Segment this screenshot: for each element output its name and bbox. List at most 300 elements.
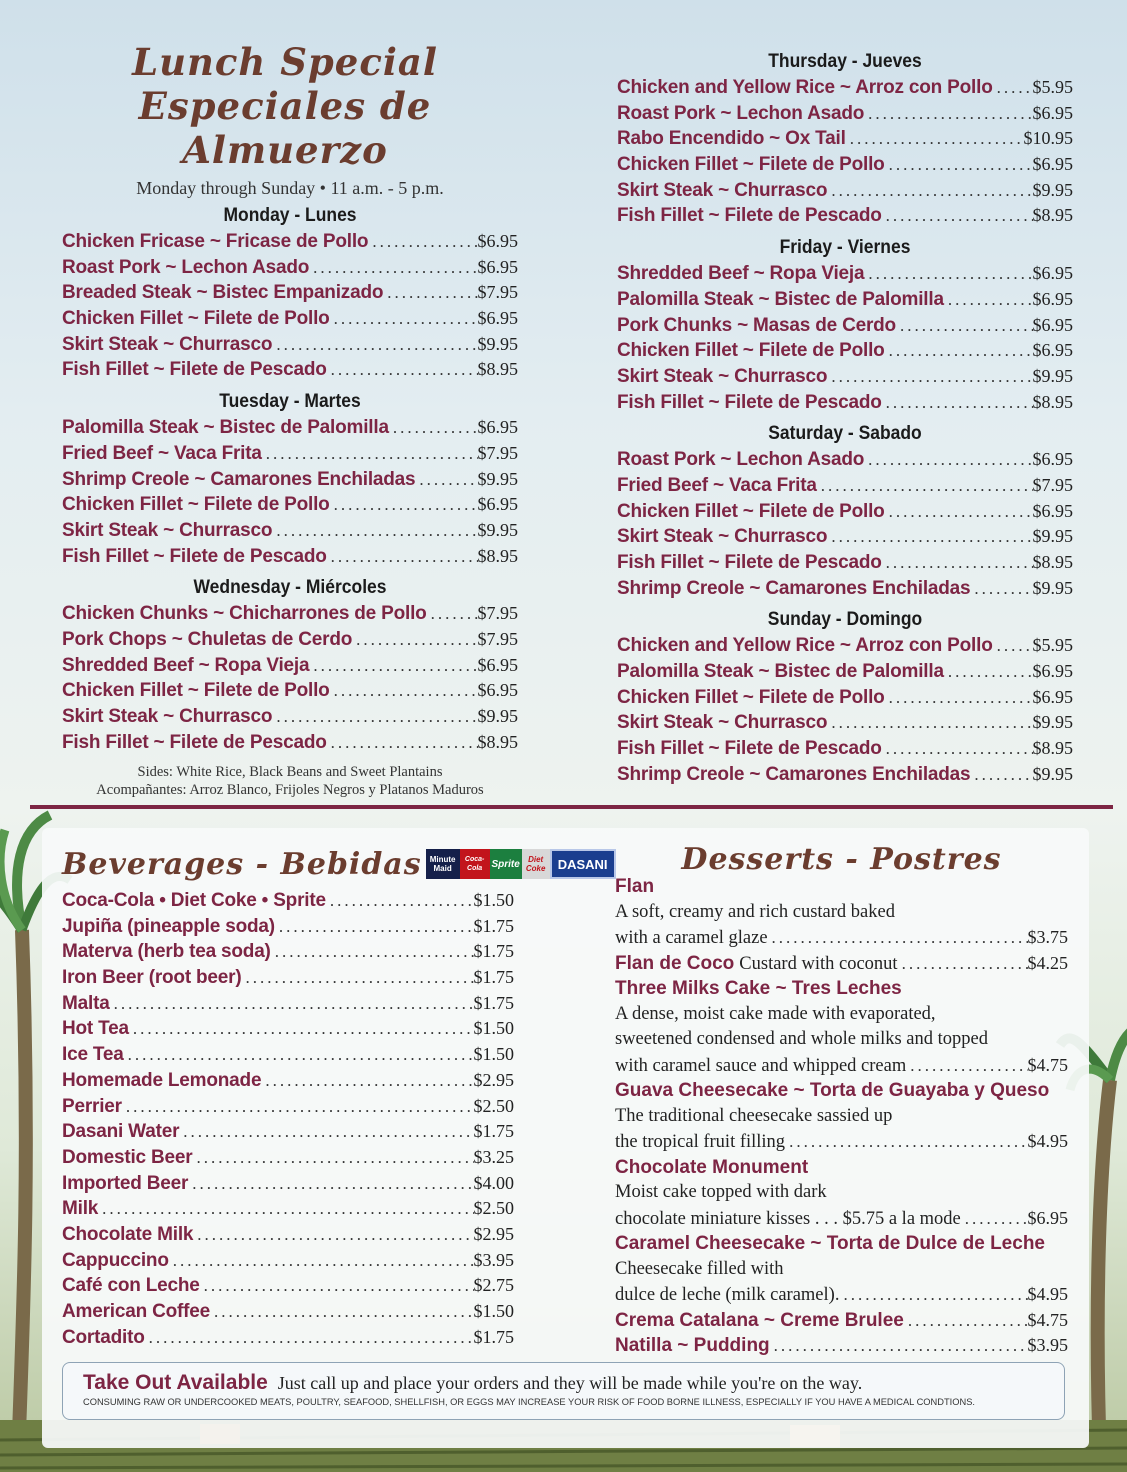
beverages-list [62, 890, 514, 1352]
leader-dots [327, 547, 478, 567]
menu-item-row [617, 552, 1073, 578]
item-price: $10.95 [1023, 128, 1073, 149]
menu-item-row [617, 712, 1073, 738]
dessert-desc-text: with caramel sauce and whipped cream [615, 1055, 907, 1076]
dessert-name-chocolate-monument: Chocolate Monument [615, 1156, 809, 1178]
item-price: $8.95 [477, 731, 518, 752]
item-name: Chicken Fillet ~ Filete de Pollo [62, 308, 330, 330]
item-price: $1.50 [473, 1044, 514, 1065]
beverage-row [62, 1301, 514, 1327]
dessert-name: Crema Catalana ~ Creme Brulee [615, 1309, 904, 1331]
menu-item-row [617, 205, 1073, 231]
item-price: $8.95 [1032, 738, 1073, 759]
item-name: Chicken and Yellow Rice ~ Arroz con Pollo [617, 635, 993, 657]
leader-dots [326, 891, 474, 911]
beverage-row [62, 1070, 514, 1096]
leader-dots [309, 656, 477, 676]
desserts-title: Desserts - Postres [681, 842, 1002, 877]
section-divider [30, 805, 1113, 809]
leader-dots [188, 1174, 473, 1194]
menu-item-row [617, 128, 1073, 154]
item-name: Skirt Steak ~ Churrasco [617, 365, 828, 387]
item-name: Skirt Steak ~ Churrasco [617, 179, 828, 201]
beverages-header [62, 842, 608, 886]
item-price: $5.95 [1032, 77, 1073, 97]
dessert-name: Natilla ~ Pudding [615, 1335, 770, 1356]
item-name: Chicken Fillet ~ Filete de Pollo [617, 686, 885, 708]
menu-item-row [617, 77, 1073, 103]
dessert-desc-text: Moist cake topped with dark [615, 1182, 827, 1202]
item-name: Chicken Fillet ~ Filete de Pollo [617, 340, 885, 362]
leader-dots [261, 1071, 473, 1091]
item-name: Chicken Fillet ~ Filete de Pollo [617, 500, 885, 522]
dessert-price: $4.95 [1027, 1284, 1068, 1304]
dessert-desc-caramel [615, 1259, 1068, 1285]
menu-item-row [62, 469, 518, 495]
item-name: Fish Fillet ~ Filete de Pescado [617, 205, 882, 227]
item-price: $9.95 [1032, 712, 1073, 733]
beverages-section [62, 842, 608, 1352]
beverage-row [62, 1275, 514, 1301]
leader-dots [896, 316, 1033, 336]
item-name: Shrimp Creole ~ Camarones Enchiladas [62, 468, 416, 490]
dessert-price: $3.95 [1027, 1335, 1068, 1355]
item-price: $2.50 [473, 1095, 514, 1116]
beverage-row [62, 1250, 514, 1276]
leader-dots [271, 942, 474, 962]
takeout-box [62, 1362, 1065, 1420]
dessert-desc-tres-leches [615, 1029, 1068, 1055]
menu-item-row [62, 680, 518, 706]
dessert-row-tres-leches [615, 1055, 1068, 1081]
leader-dots [864, 264, 1032, 284]
day-menu-list [617, 77, 1073, 231]
item-price: $6.95 [477, 680, 518, 701]
item-price: $1.75 [473, 992, 514, 1013]
item-price: $9.95 [477, 706, 518, 726]
beverage-row [62, 1121, 514, 1147]
day-heading-thursday: Thursday - Jueves [768, 51, 922, 72]
item-price: $6.95 [1032, 340, 1073, 361]
leader-dots [275, 917, 474, 937]
leader-dots [882, 739, 1033, 759]
dessert-desc-text: Custard with coconut [739, 953, 898, 974]
item-price: $1.50 [473, 1301, 514, 1321]
item-price: $6.95 [477, 256, 518, 277]
menu-item-row [617, 501, 1073, 527]
item-name: Iron Beer (root beer) [62, 967, 242, 989]
item-price: $9.95 [1032, 365, 1073, 386]
item-price: $6.95 [1032, 263, 1073, 284]
leader-dots [904, 1311, 1028, 1331]
dessert-row-flan [615, 927, 1068, 953]
item-name: Milk [62, 1198, 99, 1220]
minute-maid-logo: Minute Maid [426, 849, 460, 879]
item-price: $1.75 [473, 1326, 514, 1347]
item-name: Fish Fillet ~ Filete de Pescado [62, 359, 327, 381]
item-name: Fish Fillet ~ Filete de Pescado [62, 545, 327, 567]
item-name: Fried Beef ~ Vaca Frita [62, 442, 262, 464]
item-price: $1.75 [473, 967, 514, 988]
leader-dots [864, 450, 1032, 470]
item-name: Shrimp Creole ~ Camarones Enchiladas [617, 577, 971, 599]
diet-coke-logo: Diet Coke [522, 849, 550, 879]
item-name: Cortadito [62, 1326, 145, 1348]
item-name: Rabo Encendido ~ Ox Tail [617, 128, 846, 150]
leader-dots [330, 309, 478, 329]
day-menu-list [62, 603, 518, 757]
beverage-row [62, 1018, 514, 1044]
item-name: Breaded Steak ~ Bistec Empanizado [62, 282, 384, 304]
leader-dots [970, 765, 1032, 785]
item-name: Malta [62, 992, 110, 1014]
item-name: Skirt Steak ~ Churrasco [617, 712, 828, 734]
item-price: $1.50 [473, 1018, 514, 1039]
leader-dots [272, 707, 477, 727]
leader-dots [970, 579, 1032, 599]
menu-item-row [62, 629, 518, 655]
item-price: $9.95 [477, 468, 518, 489]
item-name: Skirt Steak ~ Churrasco [62, 333, 273, 355]
leader-dots [330, 495, 478, 515]
item-name: Cappuccino [62, 1249, 169, 1271]
beverage-row [62, 1147, 514, 1173]
leader-dots [993, 636, 1033, 656]
menu-item-row [617, 475, 1073, 501]
item-price: $7.95 [477, 442, 518, 463]
item-name: Shrimp Creole ~ Camarones Enchiladas [617, 763, 971, 785]
beverage-row [62, 1044, 514, 1070]
item-name: Palomilla Steak ~ Bistec de Palomilla [617, 661, 944, 683]
menu-item-row [617, 738, 1073, 764]
menu-item-row [62, 359, 518, 385]
leader-dots [242, 968, 474, 988]
menu-item-row [617, 526, 1073, 552]
leader-dots [846, 129, 1024, 149]
day-heading-saturday: Saturday - Sabado [768, 423, 922, 445]
item-name: Skirt Steak ~ Churrasco [62, 519, 273, 541]
leader-dots [368, 232, 477, 252]
menu-item-row [62, 334, 518, 360]
item-name: Roast Pork ~ Lechon Asado [617, 102, 865, 124]
beverage-row [62, 1224, 514, 1250]
item-name: Pork Chops ~ Chuletas de Cerdo [62, 628, 353, 650]
menu-item-row [617, 289, 1073, 315]
dessert-desc-chocolate [615, 1182, 1068, 1208]
menu-item-row [62, 443, 518, 469]
item-price: $6.95 [1032, 102, 1073, 123]
sides-english: Sides: White Rice, Black Beans and Sweet Plantains [137, 764, 443, 781]
leader-dots [200, 1276, 474, 1296]
item-name: Fish Fillet ~ Filete de Pescado [62, 731, 327, 753]
leader-dots [885, 688, 1033, 708]
leader-dots [210, 1302, 474, 1322]
item-price: $8.95 [477, 545, 518, 566]
menu-item-row [617, 449, 1073, 475]
leader-dots [885, 155, 1033, 175]
item-name: Fish Fillet ~ Filete de Pescado [617, 552, 882, 573]
leader-dots [827, 527, 1032, 547]
day-menu-list [617, 449, 1073, 603]
leader-dots [827, 367, 1032, 387]
dessert-price: $4.75 [1027, 1054, 1068, 1075]
takeout-title: Take Out Available [83, 1371, 268, 1394]
item-price: $5.95 [1032, 635, 1073, 656]
leader-dots [169, 1251, 474, 1271]
menu-item-row [62, 282, 518, 308]
lunch-right-column [617, 45, 1073, 790]
dessert-desc-text: chocolate miniature kisses . . . $5.75 a la mode [615, 1208, 961, 1229]
beverage-row [62, 1327, 514, 1353]
menu-item-row [62, 655, 518, 681]
item-price: $4.00 [473, 1172, 514, 1193]
leader-dots [864, 104, 1032, 124]
item-price: $1.50 [473, 890, 514, 910]
item-name: Imported Beer [62, 1172, 189, 1194]
item-price: $7.95 [477, 282, 518, 303]
item-price: $2.95 [473, 1069, 514, 1090]
item-name: Dasani Water [62, 1121, 180, 1143]
item-price: $6.95 [477, 654, 518, 675]
item-name: Jupiña (pineapple soda) [62, 915, 275, 937]
item-price: $6.95 [477, 308, 518, 329]
item-name: Shredded Beef ~ Ropa Vieja [62, 654, 310, 676]
dessert-name: Flan de Coco [615, 952, 735, 974]
menu-item-row [62, 520, 518, 546]
menu-item-row [617, 687, 1073, 713]
dasani-logo: DASANI [550, 849, 616, 879]
dessert-desc-text: A soft, creamy and rich custard baked [615, 901, 895, 922]
beverage-row [62, 1198, 514, 1224]
leader-dots [262, 444, 478, 464]
item-name: Palomilla Steak ~ Bistec de Palomilla [62, 417, 389, 439]
item-price: $7.95 [1032, 474, 1073, 495]
day-heading-wednesday: Wednesday - Miércoles [193, 577, 387, 599]
menu-item-row [617, 661, 1073, 687]
day-heading-sunday: Sunday - Domingo [767, 609, 923, 631]
menu-item-row [62, 603, 518, 629]
dessert-desc-text: sweetened condensed and whole milks and topped [615, 1029, 988, 1049]
leader-dots [352, 630, 477, 650]
item-name: Fish Fillet ~ Filete de Pescado [617, 391, 882, 413]
item-price: $6.95 [1032, 449, 1073, 470]
lunch-subtitle: Especiales de Almuerzo [138, 84, 432, 172]
leader-dots [389, 418, 478, 438]
day-heading-tuesday: Tuesday - Martes [219, 391, 361, 413]
beverage-row [62, 916, 514, 942]
leader-dots [768, 928, 1028, 948]
menu-item-row [617, 340, 1073, 366]
leader-dots [885, 502, 1033, 522]
item-price: $1.75 [473, 915, 514, 936]
leader-dots [882, 393, 1033, 413]
leader-dots [415, 470, 477, 490]
leader-dots [944, 662, 1033, 682]
day-menu-list [62, 417, 518, 571]
leader-dots [993, 78, 1033, 98]
leader-dots [882, 206, 1033, 226]
beverage-row [62, 1096, 514, 1122]
leader-dots [885, 341, 1033, 361]
dessert-name-flan: Flan [615, 876, 655, 897]
leader-dots [330, 681, 478, 701]
item-price: $9.95 [1032, 763, 1073, 784]
item-name: Perrier [62, 1095, 122, 1117]
dessert-desc-text: The traditional cheesecake sassied up [615, 1105, 893, 1126]
leader-dots [785, 1132, 1027, 1152]
item-name: Homemade Lemonade [62, 1069, 262, 1091]
leader-dots [124, 1045, 474, 1065]
item-name: Chicken Fillet ~ Filete de Pollo [62, 494, 330, 516]
menu-item-row [617, 635, 1073, 661]
menu-item-row [617, 154, 1073, 180]
item-name: Roast Pork ~ Lechon Asado [62, 256, 310, 278]
item-name: Coca-Cola • Diet Coke • Sprite [62, 890, 326, 911]
item-name: Pork Chunks ~ Masas de Cerdo [617, 314, 896, 336]
dessert-desc-guava [615, 1106, 1068, 1132]
leader-dots [193, 1225, 473, 1245]
menu-item-row [617, 392, 1073, 418]
dessert-price: $4.95 [1027, 1131, 1068, 1151]
dessert-row-natilla [615, 1335, 1068, 1361]
item-price: $3.95 [473, 1249, 514, 1270]
takeout-text: Just call up and place your orders and they will be made while you're on the way. [277, 1373, 863, 1393]
sprite-logo: Sprite [490, 849, 522, 879]
item-name: Hot Tea [62, 1018, 129, 1040]
item-price: $8.95 [477, 359, 518, 380]
item-name: Chicken Fillet ~ Filete de Pollo [62, 680, 330, 702]
leader-dots [129, 1019, 474, 1039]
item-name: Chicken Fricase ~ Fricase de Pollo [62, 231, 369, 252]
item-price: $6.95 [1032, 661, 1073, 682]
beverage-row [62, 967, 514, 993]
dessert-price: $6.95 [1027, 1207, 1068, 1228]
leader-dots [906, 1056, 1027, 1076]
menu-item-row [617, 578, 1073, 604]
lunch-hours: Monday through Sunday • 11 a.m. - 5 p.m. [136, 178, 444, 198]
item-price: $8.95 [1032, 552, 1073, 572]
item-price: $8.95 [1032, 391, 1073, 412]
leader-dots [817, 476, 1033, 496]
day-menu-list [62, 231, 518, 385]
menu-item-row [617, 180, 1073, 206]
item-price: $2.50 [473, 1198, 514, 1219]
item-price: $9.95 [1032, 526, 1073, 547]
item-price: $6.95 [477, 494, 518, 515]
leader-dots [898, 954, 1028, 974]
menu-item-row [617, 764, 1073, 790]
dessert-price: $3.75 [1027, 927, 1068, 947]
item-name: Chicken Chunks ~ Chicharrones de Pollo [62, 603, 427, 625]
dessert-row-flan-de-coco [615, 953, 1068, 979]
item-price: $6.95 [477, 417, 518, 438]
item-price: $6.95 [1032, 314, 1073, 335]
item-name: Shredded Beef ~ Ropa Vieja [617, 263, 865, 285]
item-name: American Coffee [62, 1301, 210, 1322]
beverage-row [62, 941, 514, 967]
leader-dots [961, 1209, 1028, 1229]
leader-dots [944, 290, 1033, 310]
dessert-desc-text: dulce de leche (milk caramel). [615, 1285, 840, 1305]
item-price: $3.25 [473, 1146, 514, 1167]
item-price: $6.95 [1032, 500, 1073, 521]
lunch-title: Lunch Special [132, 40, 438, 84]
item-name: Fried Beef ~ Vaca Frita [617, 474, 817, 496]
day-menu-list [617, 263, 1073, 417]
dessert-row-crema-catalana [615, 1310, 1068, 1336]
item-name: Café con Leche [62, 1275, 200, 1297]
item-name: Roast Pork ~ Lechon Asado [617, 449, 865, 471]
day-heading-friday: Friday - Viernes [779, 237, 911, 259]
item-name: Palomilla Steak ~ Bistec de Palomilla [617, 288, 944, 310]
item-price: $6.95 [1032, 154, 1073, 175]
dessert-price: $4.25 [1027, 952, 1068, 973]
item-name: Skirt Steak ~ Churrasco [617, 526, 828, 548]
menu-item-row [62, 494, 518, 520]
leader-dots [827, 713, 1032, 733]
item-price: $1.75 [473, 1121, 514, 1142]
dessert-desc-text: with a caramel glaze [615, 928, 768, 948]
lunch-days-left [62, 205, 518, 757]
lunch-left-column [62, 40, 518, 799]
item-name: Skirt Steak ~ Churrasco [62, 706, 273, 727]
dessert-name-caramel-cheesecake: Caramel Cheesecake ~ Torta de Dulce de Leche [615, 1233, 1045, 1254]
dessert-desc-text: Cheesecake filled with [615, 1258, 784, 1279]
leader-dots [327, 733, 478, 753]
item-name: Ice Tea [62, 1044, 124, 1066]
item-price: $7.95 [477, 628, 518, 649]
beverage-row [62, 1173, 514, 1199]
menu-item-row [62, 231, 518, 257]
health-warning: CONSUMING RAW OR UNDERCOOKED MEATS, POULTRY, SEAFOOD, SHELLFISH, OR EGGS MAY INCREASE YOUR RISK OF FOOD BORNE ILLNESS, ESPECIALLY IF YOU HAVE A MEDICAL CONDTIONS. [83, 1397, 976, 1408]
item-price: $9.95 [477, 333, 518, 354]
leader-dots [882, 553, 1033, 573]
item-price: $7.95 [477, 603, 518, 624]
leader-dots [145, 1328, 474, 1348]
brand-logos [426, 849, 616, 879]
item-name: Chocolate Milk [62, 1223, 194, 1245]
menu-item-row [62, 257, 518, 283]
menu-item-row [62, 732, 518, 758]
leader-dots [327, 360, 478, 380]
leader-dots [383, 283, 477, 303]
item-name: Chicken and Yellow Rice ~ Arroz con Pollo [617, 77, 993, 98]
item-price: $9.95 [1032, 577, 1073, 598]
dessert-row-caramel [615, 1284, 1068, 1310]
leader-dots [427, 604, 478, 624]
item-name: Domestic Beer [62, 1146, 193, 1168]
dessert-desc-text: A dense, moist cake made with evaporated, [615, 1003, 936, 1024]
item-price: $2.95 [473, 1223, 514, 1244]
item-price: $6.95 [477, 231, 518, 251]
beverage-row [62, 993, 514, 1019]
leader-dots [98, 1199, 473, 1219]
menu-item-row [62, 417, 518, 443]
dessert-desc-text: the tropical fruit filling [615, 1132, 786, 1152]
item-price: $8.95 [1032, 205, 1073, 226]
item-price: $9.95 [1032, 179, 1073, 200]
item-price: $6.95 [1032, 288, 1073, 309]
item-price: $1.75 [473, 941, 514, 962]
item-name: Fish Fillet ~ Filete de Pescado [617, 738, 882, 760]
beverages-title: Beverages - Bebidas [62, 846, 422, 882]
leader-dots [272, 335, 477, 355]
dessert-row-chocolate [615, 1208, 1068, 1234]
item-price: $6.95 [1032, 686, 1073, 707]
desserts-section [615, 842, 1068, 1361]
sides-note [62, 763, 518, 799]
leader-dots [309, 258, 477, 278]
